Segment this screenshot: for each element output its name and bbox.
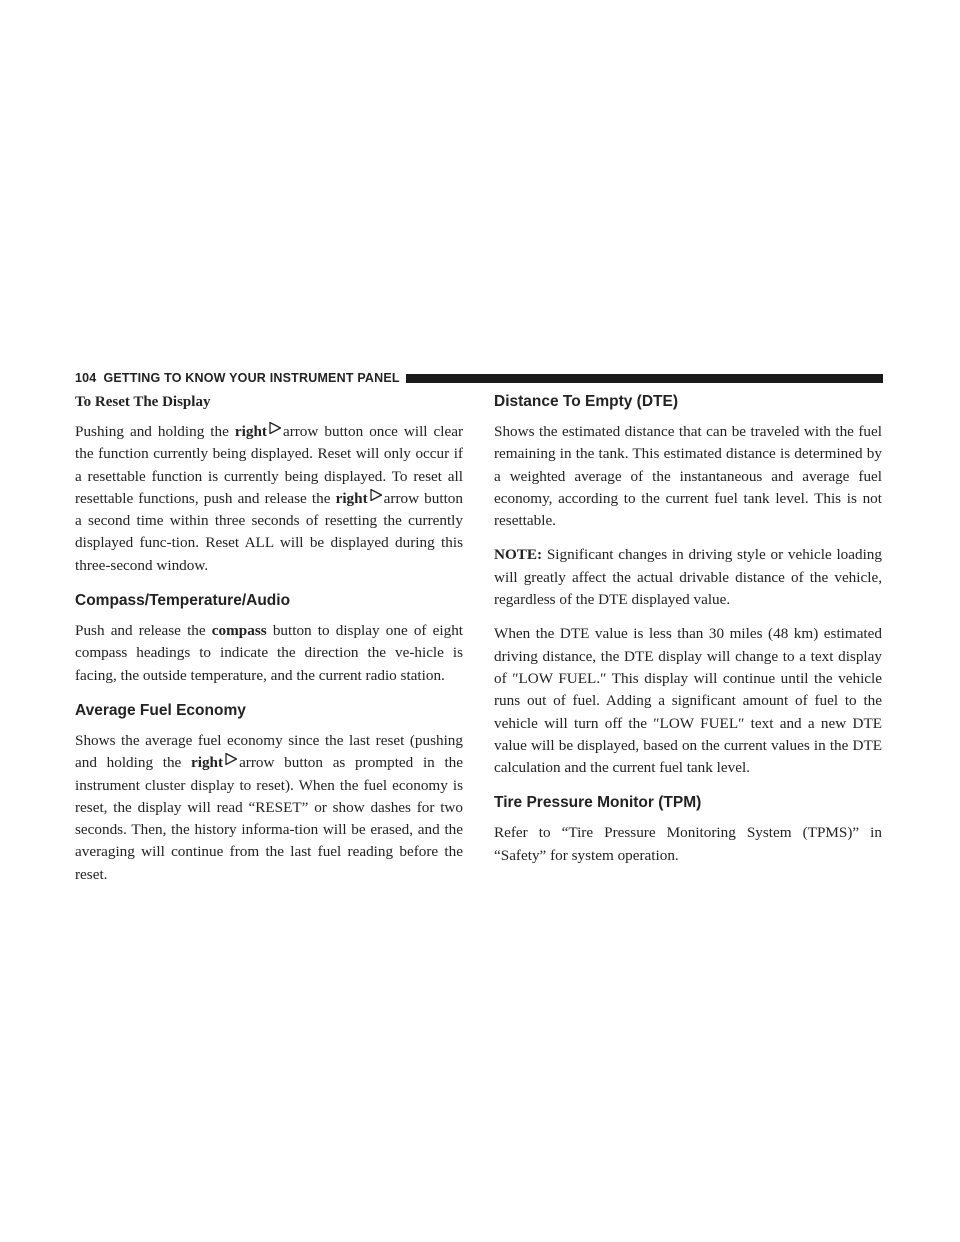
header-rule — [406, 374, 883, 383]
left-column — [75, 392, 463, 898]
right-arrow-icon — [268, 421, 282, 435]
reset-display-paragraph: Pushing and holding the right arrow button once will clear the function currently being displayed. Reset will only occur if a resettable function is currently being displayed. To reset all resettable functions, push and release the right arrow button a second time within three seconds of resetting the currently displayed func-tion. Reset ALL will be displayed during this three-second window. — [75, 423, 464, 574]
tpm-heading: Tire Pressure Monitor (TPM) — [494, 794, 702, 812]
right-arrow-icon — [369, 488, 383, 502]
chapter-title: GETTING TO KNOW YOUR INSTRUMENT PANEL — [103, 371, 400, 385]
tpm-paragraph: Refer to “Tire Pressure Monitoring System (TPMS)” in “Safety” for system operation. — [494, 824, 882, 864]
compass-keyword: compass — [211, 622, 267, 640]
page-number: 104 — [75, 371, 97, 385]
right-keyword: right — [234, 423, 267, 440]
average-fuel-economy-paragraph: Shows the average fuel economy since the last reset (pushing and holding the right arrow button as prompted in the instrument cluster display to reset). When the fuel economy is reset, the display will read “RESET” or show dashes for two seconds. Then, the history informa-tion will be erased, and the averaging will continue from the last fuel reading before the reset. — [75, 731, 464, 883]
note-label: NOTE: — [494, 546, 543, 564]
compass-heading: Compass/Temperature/Audio — [75, 592, 291, 610]
reset-display-heading: To Reset The Display — [75, 394, 211, 410]
note-paragraph: NOTE: Significant changes in driving style or vehicle loading will greatly affect the actual drivable distance of the vehicle, regardless of the DTE displayed value. — [494, 546, 882, 609]
compass-paragraph: Push and release the compass button to display one of eight compass headings to indicate the direction the ve-hicle is facing, the outside temperature, and the current radio station. — [75, 622, 464, 684]
dte-paragraph: Shows the estimated distance that can be traveled with the fuel remaining in the tank. This estimated distance is determined by a weighted average of the instantaneous and average fuel economy, according to the current fuel tank level. This is not resettable. — [494, 423, 882, 530]
right-keyword: right — [191, 754, 224, 772]
right-column — [494, 392, 882, 879]
low-fuel-paragraph: When the DTE value is less than 30 miles (48 km) estimated driving distance, the DTE display will change to a text display of ″LOW FUEL.″ This display will continue until the vehicle runs out of fuel. Adding a significant amount of fuel to the vehicle will turn off the ″LOW FUEL″ text and a new DTE value will be displayed, based on the current values in the DTE calculation and the current fuel tank level. — [494, 625, 882, 777]
average-fuel-economy-heading: Average Fuel Economy — [75, 701, 246, 719]
right-arrow-icon — [224, 752, 238, 766]
right-keyword: right — [335, 489, 368, 507]
dte-heading: Distance To Empty (DTE) — [494, 393, 679, 410]
page-header — [75, 370, 883, 386]
